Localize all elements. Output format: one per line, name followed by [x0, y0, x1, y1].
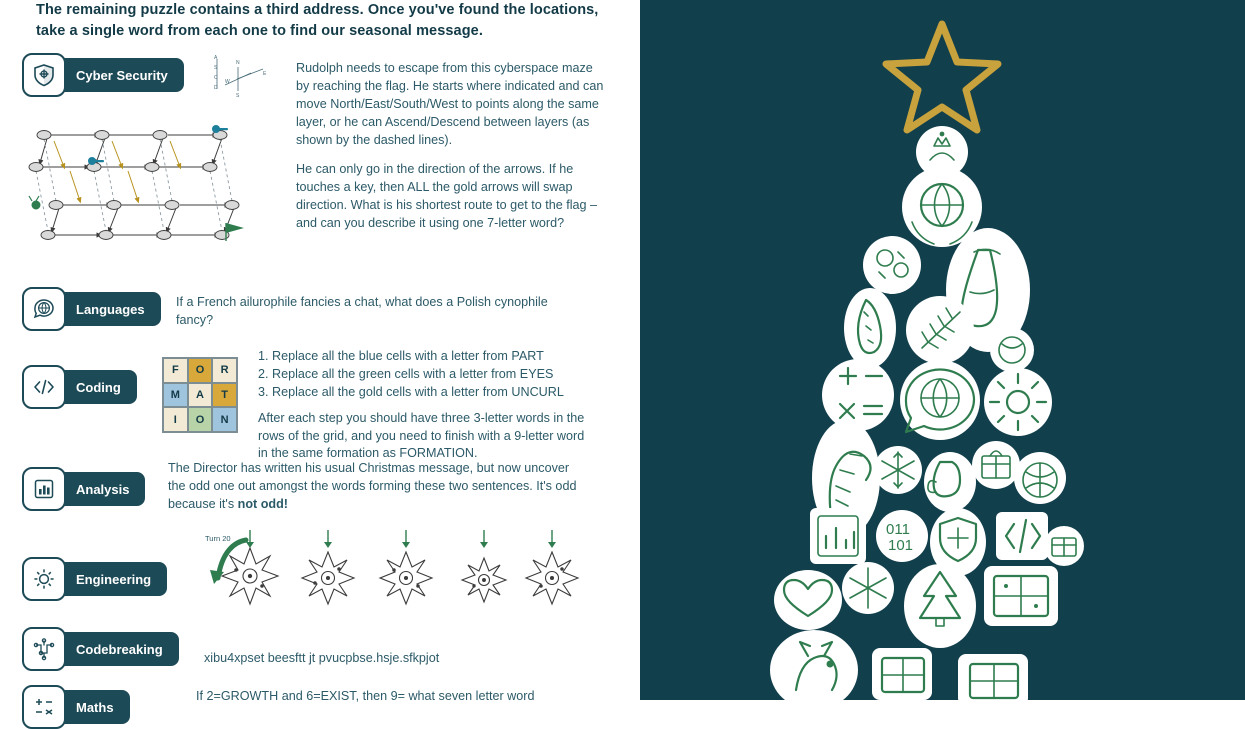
coding-text — [258, 348, 638, 463]
svg-text:E: E — [263, 71, 267, 77]
grid-cell: T — [212, 383, 237, 408]
badge-label-languages: Languages — [52, 292, 161, 326]
svg-text:101: 101 — [888, 537, 914, 554]
ornament-gift-dot — [1044, 526, 1084, 566]
languages-text — [176, 294, 556, 330]
cyber-maze-diagram — [30, 105, 265, 245]
svg-text:W: W — [225, 79, 230, 85]
languages-paragraph-1: If a French ailurophile fancies a chat, what does a Polish cynophile fancy? — [176, 295, 548, 327]
ornament-maths-symbols — [822, 359, 894, 431]
codebreaking-cipher: xibu4xpset beesftt jt pvucpbse.hsje.sfkpjot — [204, 651, 440, 665]
tree-illustration — [640, 0, 1245, 700]
section-analysis — [22, 472, 145, 506]
ornament-binary — [876, 510, 928, 562]
svg-text:011: 011 — [886, 521, 910, 538]
shield-icon — [22, 53, 66, 97]
circuit-icon — [22, 627, 66, 671]
analysis-bold-tail: not odd! — [237, 496, 288, 511]
ornament-bar-chart — [810, 508, 866, 564]
engineering-gears-diagram — [200, 530, 600, 610]
ornament-bauble-net — [1014, 452, 1066, 504]
analysis-text — [168, 460, 588, 514]
ornament-present-bottom-right — [958, 654, 1028, 706]
ornament-present-large — [984, 566, 1058, 626]
globe-speech-icon — [22, 287, 66, 331]
cyber-paragraph-2: He can only go in the direction of the arrows. If he touches a key, then ALL the gold arrows will swap direction. What is his shortest route to get to the flag – and can you describe it using one 7-letter word? — [296, 162, 598, 230]
bar-chart-icon — [22, 467, 66, 511]
christmas-tree-panel — [640, 0, 1245, 700]
section-engineering — [22, 562, 167, 596]
flag-icon — [226, 223, 244, 241]
coding-step: 1. Replace all the blue cells with a letter from PART — [258, 349, 544, 363]
ornament-globe-speech — [900, 360, 980, 440]
grid-cell: O — [188, 358, 213, 383]
star-icon — [886, 24, 998, 130]
gear-icon — [22, 557, 66, 601]
grid-cell: O — [188, 407, 213, 432]
section-codebreaking — [22, 632, 179, 666]
ornament-present-bottom-left — [872, 648, 932, 700]
start-marker — [29, 196, 40, 209]
ornament-gear — [984, 368, 1052, 436]
ornament-snowflake-2 — [842, 562, 894, 614]
badge-label-engineering: Engineering — [52, 562, 167, 596]
section-cyber-security — [22, 58, 184, 92]
turn-label: Turn 20 — [205, 534, 231, 543]
compass-rose — [205, 55, 271, 101]
badge-analysis — [22, 472, 145, 506]
maths-paragraph-1: If 2=GROWTH and 6=EXIST, then 9= what seven letter word — [196, 689, 535, 703]
cyber-paragraph-1: Rudolph needs to escape from this cyberspace maze by reaching the flag. He starts where indicated and can move North/East/South/West to points along the same layer, or he can Ascend/Descend between layers (as shown by the dashed lines). — [296, 61, 604, 147]
maths-text — [196, 688, 616, 706]
ornament-code-brackets — [996, 512, 1048, 560]
grid-cell: R — [212, 358, 237, 383]
ornament-gift-small — [972, 441, 1020, 489]
coding-steps-list — [258, 348, 638, 402]
coding-step: 3. Replace all the gold cells with a letter from UNCURL — [258, 384, 564, 399]
badge-maths — [22, 690, 130, 724]
badge-label-analysis: Analysis — [52, 472, 145, 506]
ornament-tree — [904, 564, 976, 648]
code-brackets-icon — [22, 365, 66, 409]
svg-text:D: D — [214, 85, 218, 91]
grid-cell: I — [163, 407, 188, 432]
ornament-snowflake — [874, 446, 922, 494]
badge-codebreaking — [22, 632, 179, 666]
analysis-paragraph-1: The Director has written his usual Christmas message, but now uncover the odd one out amongst the words forming these two sentences. It's odd because it's — [168, 461, 577, 511]
coding-step: 2. Replace all the green cells with a letter from EYES — [258, 366, 554, 381]
intro-text: The remaining puzzle contains a third address. Once you've found the locations, take a single word from each one to find our seasonal message. — [36, 2, 599, 40]
grid-cell: N — [212, 407, 237, 432]
coding-paragraph-1: After each step you should have three 3-letter words in the rows of the grid, and you need to finish with a 9-letter word in the same formation as FORMATION. — [258, 410, 585, 461]
badge-languages — [22, 292, 161, 326]
grid-cell: F — [163, 358, 188, 383]
cyber-security-text — [296, 60, 604, 233]
section-coding — [22, 370, 137, 404]
section-maths — [22, 690, 130, 724]
svg-text:S: S — [236, 93, 240, 99]
ornament-bauble-left — [863, 236, 921, 294]
badge-label-maths: Maths — [52, 690, 130, 724]
grid-cell: A — [188, 383, 213, 408]
badge-label-codebreaking: Codebreaking — [52, 632, 179, 666]
codebreaking-text — [204, 650, 604, 668]
svg-text:N: N — [236, 60, 240, 66]
section-languages — [22, 292, 161, 326]
ornament-fir-branch — [906, 296, 974, 364]
badge-cyber-security — [22, 58, 184, 92]
ornament-heart — [774, 570, 842, 630]
grid-cell: M — [163, 383, 188, 408]
badge-label-coding: Coding — [52, 370, 137, 404]
badge-coding — [22, 370, 137, 404]
svg-text:C: C — [214, 75, 218, 81]
ornament-pickle — [844, 288, 896, 368]
ornament-bauble-right — [990, 328, 1034, 372]
maths-icon — [22, 685, 66, 729]
ornament-mitten — [924, 452, 976, 512]
svg-text:A: A — [214, 55, 218, 61]
coding-letter-grid — [162, 357, 238, 433]
ornament-reindeer — [770, 630, 858, 710]
svg-text:S: S — [214, 65, 218, 71]
badge-label-cyber-security: Cyber Security — [52, 58, 184, 92]
badge-engineering — [22, 562, 167, 596]
